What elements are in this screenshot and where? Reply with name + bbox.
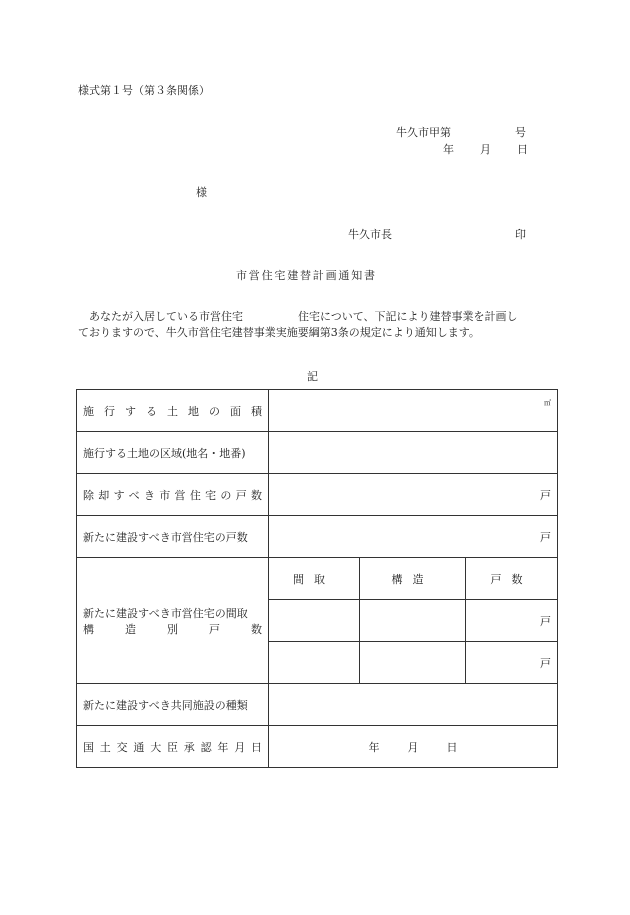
row-label-demolish-count: 除却すべき市営住宅の戸数 — [77, 474, 269, 516]
breakdown-count-cell — [466, 600, 558, 642]
sender-title: 牛久市長 — [348, 228, 392, 241]
unit-ko: 戸 — [540, 488, 552, 502]
table-row — [77, 558, 558, 600]
details-table — [76, 389, 558, 768]
row-label-breakdown — [77, 558, 269, 684]
row-value-new-count — [269, 516, 558, 558]
date-month: 月 — [480, 143, 491, 156]
row-value-facility — [269, 684, 558, 726]
approval-month: 月 — [407, 740, 419, 754]
notice-body-line1: あなたが入居している市営住宅 住宅について、下記により建替事業を計画し — [89, 310, 518, 323]
unit-ko: 戸 — [540, 614, 552, 628]
header-kouzou: 構造 — [360, 558, 466, 600]
table-row — [77, 474, 558, 516]
approval-year: 年 — [368, 740, 380, 754]
breakdown-cell — [360, 642, 466, 684]
issue-date — [443, 141, 528, 157]
approval-day: 日 — [446, 740, 458, 754]
unit-ko: 戸 — [540, 656, 552, 670]
date-year: 年 — [443, 143, 454, 156]
unit-ko: 戸 — [540, 530, 552, 544]
table-row — [77, 390, 558, 432]
breakdown-label-line2: 構造別戸数 — [83, 622, 262, 636]
row-label-new-count: 新たに建設すべき市営住宅の戸数 — [77, 516, 269, 558]
row-value-demolish-count — [269, 474, 558, 516]
row-value-approval-date — [269, 726, 558, 768]
table-row — [77, 726, 558, 768]
breakdown-cell — [360, 600, 466, 642]
reference-number-prefix: 牛久市甲第 — [396, 126, 451, 139]
reference-number-suffix: 号 — [515, 126, 526, 139]
row-label-area: 施行する土地の面積 — [77, 390, 269, 432]
breakdown-cell — [269, 642, 360, 684]
ki-heading: 記 — [307, 370, 318, 383]
form-label: 様式第１号（第３条関係） — [78, 84, 210, 97]
header-kosuu: 戸数 — [466, 558, 558, 600]
breakdown-label-line1: 新たに建設すべき市営住宅の間取 — [83, 606, 248, 620]
unit-sqm: ㎡ — [544, 399, 552, 407]
addressee-suffix: 様 — [196, 186, 207, 199]
breakdown-cell — [269, 600, 360, 642]
table-row — [77, 516, 558, 558]
breakdown-count-cell — [466, 642, 558, 684]
row-value-district — [269, 432, 558, 474]
header-madori: 間取 — [269, 558, 360, 600]
date-day: 日 — [517, 143, 528, 156]
row-label-district: 施行する土地の区域(地名・地番) — [77, 432, 269, 474]
notice-body — [78, 309, 558, 341]
table-row — [77, 432, 558, 474]
notice-body-line2: ておりますので、牛久市営住宅建替事業実施要綱第3条の規定により通知します。 — [78, 326, 480, 339]
document-title: 市営住宅建替計画通知書 — [236, 269, 377, 282]
row-label-facility: 新たに建設すべき共同施設の種類 — [77, 684, 269, 726]
table-row — [77, 684, 558, 726]
row-label-approval-date: 国土交通大臣承認年月日 — [77, 726, 269, 768]
row-value-area — [269, 390, 558, 432]
seal-mark: 印 — [515, 228, 526, 241]
